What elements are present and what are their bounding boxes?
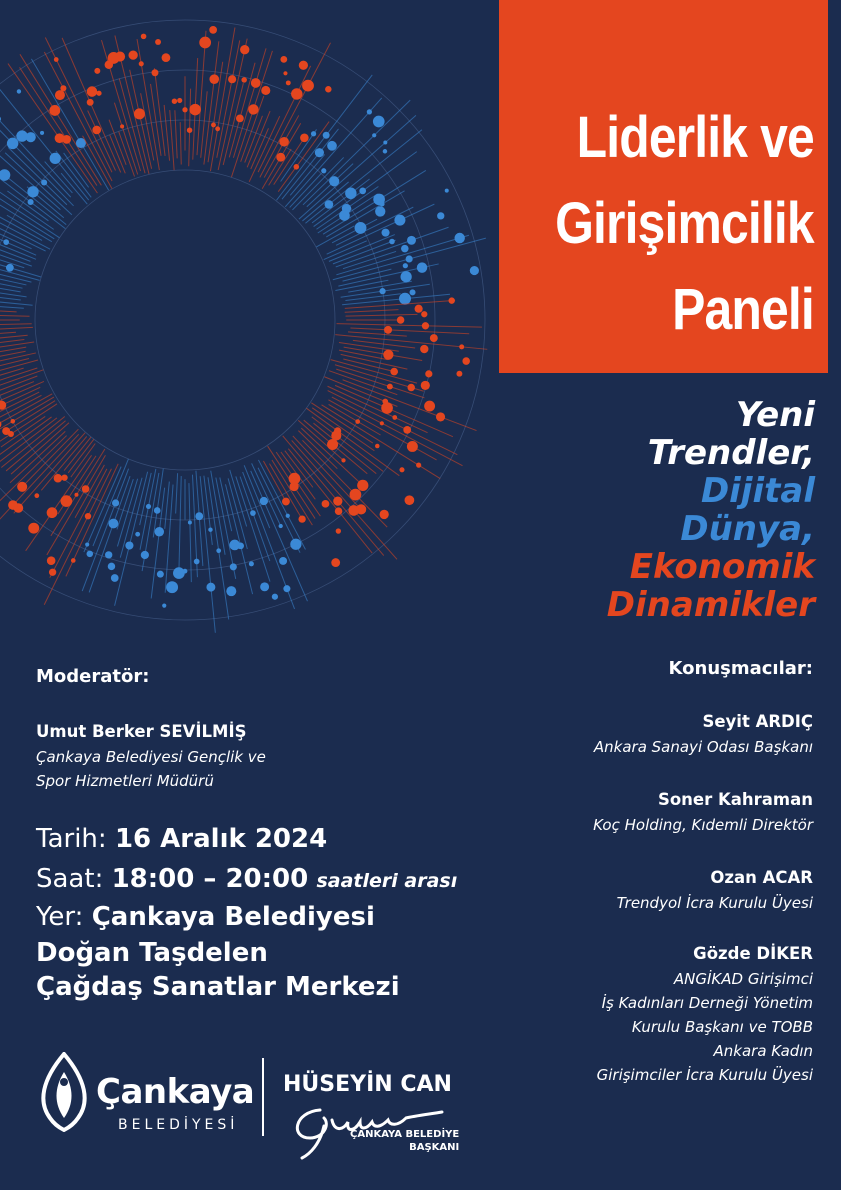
cankaya-leaf-logo-icon (36, 1052, 92, 1132)
time-label: Saat: (36, 864, 104, 894)
event-place-line-2: Doğan Taşdelen (36, 938, 268, 968)
time-value: 18:00 – 20:00 (111, 864, 309, 894)
title-line-3: Paneli (672, 277, 814, 342)
speaker-4-role-line-3: Kurulu Başkanı ve TOBB (631, 1018, 813, 1036)
moderator-role-line-2: Spor Hizmetleri Müdürü (36, 772, 214, 790)
footer-divider (262, 1058, 264, 1136)
speakers-label: Konuşmacılar: (668, 658, 813, 679)
radial-data-artwork (0, 0, 500, 660)
event-place (36, 902, 375, 932)
subtitle-line-4: Dünya, (680, 509, 815, 549)
time-suffix: saatleri arası (316, 870, 458, 892)
date-value: 16 Aralık 2024 (114, 824, 328, 854)
speaker-3-role: Trendyol İcra Kurulu Üyesi (616, 894, 813, 912)
moderator-name: Umut Berker SEVİLMİŞ (36, 722, 247, 741)
mayor-name: HÜSEYİN CAN (283, 1072, 452, 1097)
speaker-3-name: Ozan ACAR (710, 868, 813, 887)
event-time (36, 864, 457, 894)
date-label: Tarih: (36, 824, 107, 854)
speaker-1-name: Seyit ARDIÇ (702, 712, 813, 731)
event-place-line-3: Çağdaş Sanatlar Merkezi (36, 972, 400, 1002)
speaker-1-role: Ankara Sanayi Odası Başkanı (593, 738, 813, 756)
speaker-4-role-line-2: İş Kadınları Derneği Yönetim (601, 994, 813, 1012)
place-line-1: Çankaya Belediyesi (91, 902, 375, 932)
speaker-2-role: Koç Holding, Kıdemli Direktör (593, 816, 813, 834)
speaker-4-name: Gözde DİKER (693, 944, 813, 963)
subtitle-line-5: Ekonomik (629, 547, 815, 587)
title-line-1: Liderlik ve (576, 105, 814, 170)
subtitle-line-3: Dijital (700, 471, 815, 511)
title-line-2: Girişimcilik (555, 191, 814, 256)
title-box (499, 0, 828, 373)
speaker-4-role-line-5: Girişimciler İcra Kurulu Üyesi (596, 1066, 813, 1084)
speaker-4-role-line-4: Ankara Kadın (713, 1042, 813, 1060)
moderator-label: Moderatör: (36, 666, 150, 687)
place-label: Yer: (36, 902, 84, 932)
subtitle-line-2: Trendler, (647, 433, 815, 473)
org-sub: BELEDİYESİ (118, 1117, 239, 1133)
event-date (36, 824, 327, 854)
mayor-title-line-1: ÇANKAYA BELEDİYE (350, 1129, 460, 1140)
speaker-4-role-line-1: ANGİKAD Girişimci (673, 970, 813, 988)
moderator-role-line-1: Çankaya Belediyesi Gençlik ve (36, 748, 266, 766)
subtitle-line-6: Dinamikler (606, 585, 815, 625)
subtitle-line-1: Yeni (735, 395, 815, 435)
speaker-2-name: Soner Kahraman (657, 790, 813, 809)
mayor-title-line-2: BAŞKANI (409, 1142, 460, 1153)
org-name: Çankaya (96, 1072, 255, 1112)
mayor-title (350, 1128, 459, 1154)
